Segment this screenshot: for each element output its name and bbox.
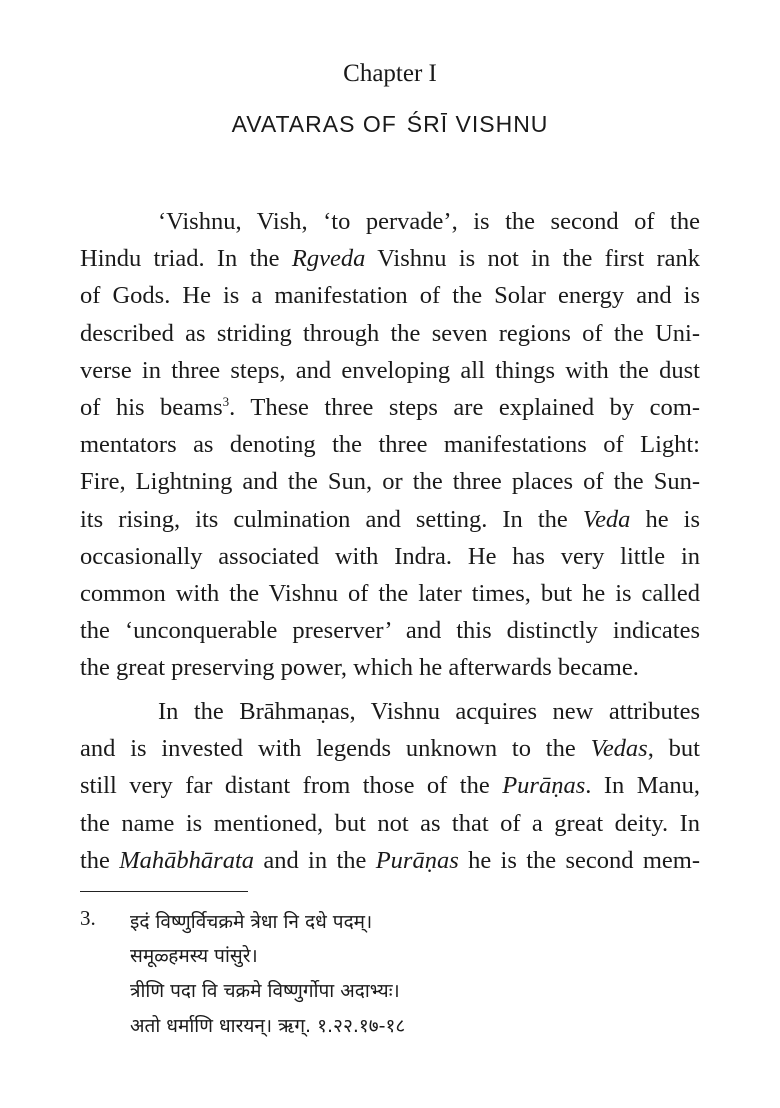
italic-term: Mahābhārata bbox=[119, 846, 255, 874]
paragraph-line: the great preserving power, which he afterwards became. bbox=[80, 654, 639, 682]
footnote-number: 3. bbox=[80, 906, 96, 930]
paragraph-line bbox=[80, 767, 700, 804]
paragraph-line: occasionally associated with Indra. He has very little in bbox=[80, 542, 700, 570]
text-run: still very far distant from those of the bbox=[80, 772, 503, 800]
footnote-verse-line: त्रीणि पदा वि चक्रमे विष्णुर्गोपा अदाभ्यः। bbox=[130, 980, 400, 1002]
chapter-number: Chapter I bbox=[343, 60, 437, 87]
italic-term: Purāṇas bbox=[375, 846, 459, 874]
paragraph-line: common with the Vishnu of the later times, but he is called bbox=[80, 579, 700, 607]
text-run: . These three steps are explained by com- bbox=[229, 393, 700, 421]
text-run: Vishnu is not in the first rank bbox=[365, 245, 700, 273]
paragraph-line: In the Brāhmaṇas, Vishnu acquires new attributes bbox=[158, 698, 700, 725]
text-run: , but bbox=[647, 735, 700, 763]
text-run: the bbox=[80, 846, 120, 874]
chapter-title-main: AVATARAS OF bbox=[231, 111, 397, 137]
chapter-title-sri: ŚRĪ VISHNU bbox=[406, 111, 549, 137]
paragraph-line: the ‘unconquerable preserver’ and this distinctly indicates bbox=[80, 617, 700, 645]
paragraph-line: described as striding through the seven regions of the Uni- bbox=[80, 319, 700, 347]
paragraph-line bbox=[80, 240, 700, 277]
paragraph-line: the name is mentioned, but not as that of a great deity. In bbox=[80, 809, 700, 837]
text-run: its rising, its culmination and setting. In the bbox=[80, 505, 583, 533]
paragraph-1 bbox=[80, 203, 700, 686]
paragraph-2 bbox=[80, 693, 700, 879]
italic-term: Rgveda bbox=[291, 245, 366, 273]
paragraph-line bbox=[80, 501, 700, 538]
paragraph-line: Fire, Lightning and the Sun, or the three places of the Sun- bbox=[80, 468, 700, 496]
footnote-verse-line: अतो धर्माणि धारयन्। ऋग्. १.२२.१७-१८ bbox=[130, 1015, 406, 1037]
footnote-verse-line: इदं विष्णुर्विचक्रमे त्रेधा नि दधे पदम्। bbox=[130, 911, 373, 933]
paragraph-line: of Gods. He is a manifestation of the Solar energy and is bbox=[80, 282, 700, 310]
paragraph-line bbox=[80, 730, 700, 767]
text-run: he is bbox=[630, 505, 700, 533]
text-run: and is invested with legends unknown to the bbox=[80, 735, 591, 763]
paragraph-line: ‘Vishnu, Vish, ‘to pervade’, is the second of the bbox=[158, 208, 700, 235]
italic-term: Veda bbox=[582, 505, 631, 533]
italic-term: Vedas bbox=[590, 735, 648, 763]
text-run: he is the second mem- bbox=[458, 846, 700, 874]
footnote-divider bbox=[80, 891, 248, 892]
text-run: . In Manu, bbox=[585, 772, 700, 800]
italic-term: Purāṇas bbox=[502, 772, 586, 800]
text-run: of his beams bbox=[80, 393, 223, 421]
paragraph-line bbox=[80, 842, 700, 879]
paragraph-line: mentators as denoting the three manifestations of Light: bbox=[80, 431, 700, 459]
chapter-title bbox=[0, 108, 780, 140]
paragraph-line: verse in three steps, and enveloping all things with the dust bbox=[80, 356, 700, 384]
footnote-verse-line: समूळ्हमस्य पांसुरे। bbox=[130, 945, 258, 967]
text-run: Hindu triad. In the bbox=[80, 245, 292, 273]
paragraph-line bbox=[80, 389, 700, 426]
text-run: and in the bbox=[254, 846, 376, 874]
footnote-marker: 3 bbox=[222, 393, 230, 409]
